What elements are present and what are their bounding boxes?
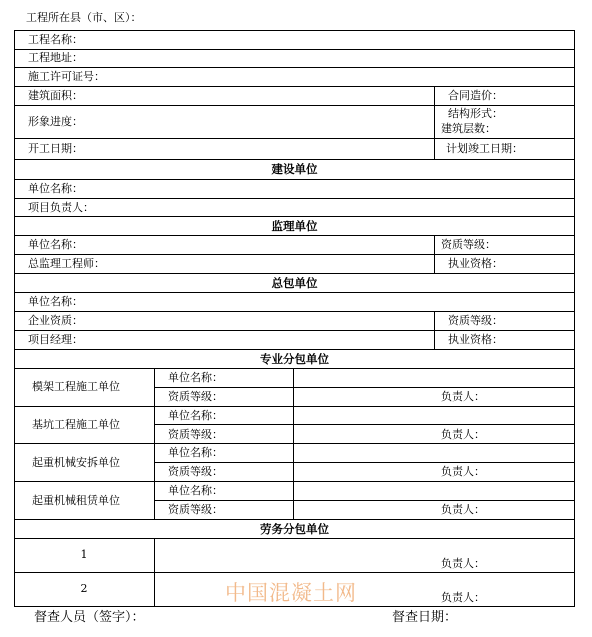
chief-engineer-label: 总监理工程师：	[28, 257, 105, 270]
section-title-general: 总包单位	[271, 276, 318, 290]
labor-row-number: 1	[80, 548, 88, 561]
subcontract-row-name: 基坑工程施工单位	[32, 418, 120, 431]
construction-unit-name-label: 单位名称：	[28, 182, 83, 195]
section-title-construction: 建设单位	[271, 162, 318, 176]
permit-number-label: 施工许可证号：	[28, 70, 105, 83]
inspector-signature-label: 督查人员（签字）：	[34, 610, 145, 625]
qualification-label: 资质等级：	[168, 428, 223, 441]
responsible-label: 负责人：	[441, 503, 485, 516]
general-qualification-label: 资质等级：	[448, 314, 503, 327]
inspection-date-label: 督查日期：	[392, 610, 458, 625]
progress-label: 形象进度：	[28, 115, 83, 128]
location-label: 工程所在县（市、区）：	[26, 11, 142, 24]
general-practice-cert-label: 执业资格：	[448, 333, 503, 346]
responsible-label: 负责人：	[441, 428, 485, 441]
contract-price-label: 合同造价：	[448, 89, 503, 102]
project-name-label: 工程名称：	[28, 33, 83, 46]
labor-row-number: 2	[80, 582, 88, 595]
qualification-label: 资质等级：	[168, 503, 223, 516]
unit-name-label: 单位名称：	[168, 371, 223, 384]
supervision-practice-cert-label: 执业资格：	[448, 257, 503, 270]
structure-label: 结构形式：	[448, 107, 503, 120]
enterprise-qual-label: 企业资质：	[28, 314, 83, 327]
subcontract-row-name: 起重机械安拆单位	[32, 456, 120, 469]
project-address-label: 工程地址：	[28, 51, 83, 64]
project-lead-label: 项目负责人：	[28, 201, 94, 214]
start-date-label: 开工日期：	[28, 142, 83, 155]
building-area-label: 建筑面积：	[28, 89, 83, 102]
supervision-qualification-label: 资质等级：	[441, 238, 496, 251]
qualification-label: 资质等级：	[168, 465, 223, 478]
unit-name-label: 单位名称：	[168, 484, 223, 497]
watermark-text: 中国混凝土网	[225, 581, 357, 605]
project-manager-label: 项目经理：	[28, 333, 83, 346]
labor-responsible-label: 负责人：	[441, 557, 485, 570]
subcontract-row-name: 模架工程施工单位	[32, 380, 120, 393]
section-title-labor: 劳务分包单位	[260, 522, 329, 536]
responsible-label: 负责人：	[441, 390, 485, 403]
general-unit-name-label: 单位名称：	[28, 295, 83, 308]
section-title-supervision: 监理单位	[271, 219, 318, 233]
unit-name-label: 单位名称：	[168, 446, 223, 459]
planned-completion-label: 计划竣工日期：	[446, 142, 523, 155]
floors-label: 建筑层数：	[441, 122, 496, 135]
subcontract-row-name: 起重机械租赁单位	[32, 494, 120, 507]
labor-responsible-label: 负责人：	[441, 591, 485, 604]
supervision-unit-name-label: 单位名称：	[28, 238, 83, 251]
unit-name-label: 单位名称：	[168, 409, 223, 422]
qualification-label: 资质等级：	[168, 390, 223, 403]
responsible-label: 负责人：	[441, 465, 485, 478]
section-title-subcontract: 专业分包单位	[260, 352, 329, 366]
